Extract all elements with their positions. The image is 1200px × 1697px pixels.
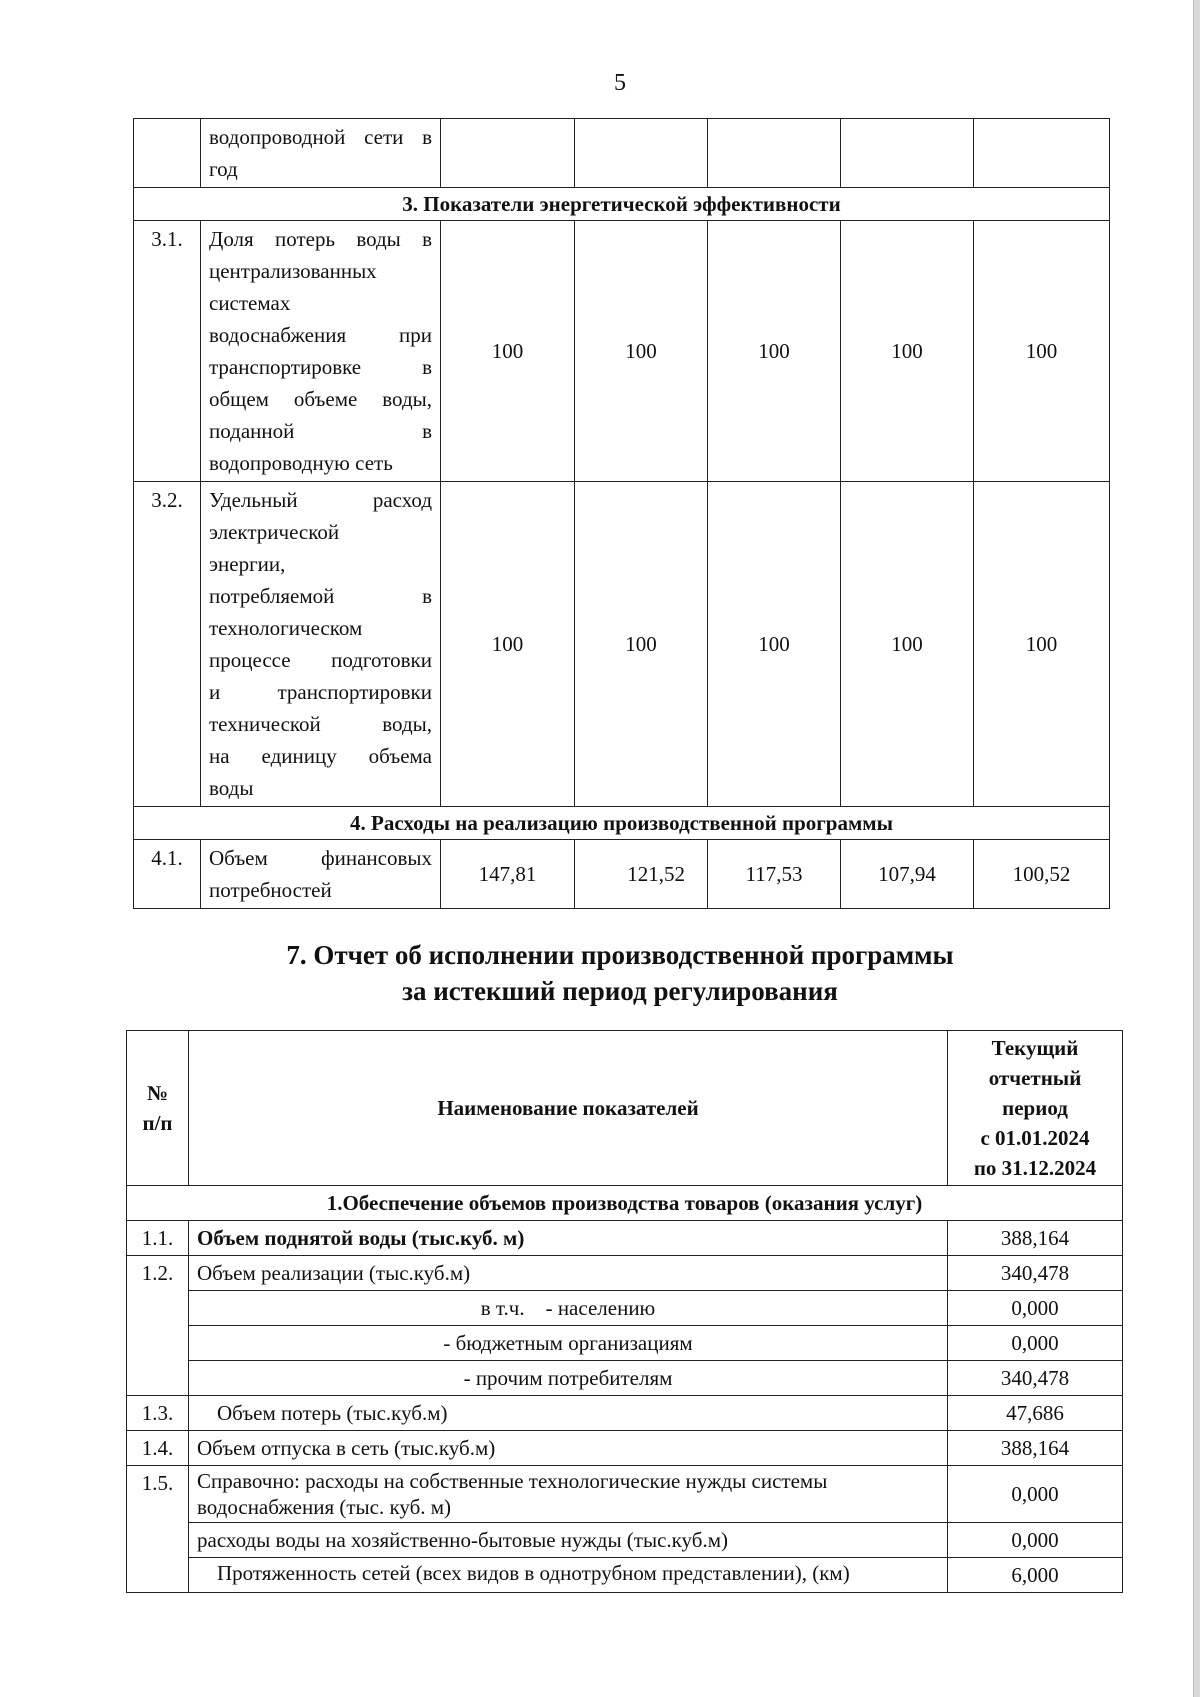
value-cell: 100,52 (974, 840, 1110, 909)
indicator-name: Объем финансовых потребностей (201, 840, 441, 909)
value-cell: 100 (841, 221, 974, 482)
table-row (127, 1396, 1123, 1431)
value-cell: 117,53 (708, 840, 841, 909)
table-row (134, 221, 1110, 482)
indicator-name: Протяженность сетей (всех видов в однотрубном представлении), (км) (189, 1558, 948, 1593)
header-period: Текущий отчетный период с 01.01.2024 по 31.12.2024 (948, 1031, 1123, 1186)
row-number: 1.5. (127, 1466, 189, 1593)
value-cell: 0,000 (948, 1523, 1123, 1558)
table-row (127, 1326, 1123, 1361)
value-cell: 147,81 (441, 840, 575, 909)
table-row (127, 1291, 1123, 1326)
indicator-name: в т.ч. - населению (189, 1291, 948, 1326)
table-row (127, 1431, 1123, 1466)
row-number-cell (134, 119, 201, 188)
row-number: 1.4. (127, 1431, 189, 1466)
value-cell: 100 (575, 482, 708, 807)
indicator-name: Удельный расход электрической энергии, потребляемой в технологическом процессе подготовки и транспортировки технической воды, на единицу объема воды (201, 482, 441, 807)
value-cell: 6,000 (948, 1558, 1123, 1593)
table-row (127, 1558, 1123, 1593)
indicator-name: Объем реализации (тыс.куб.м) (189, 1256, 948, 1291)
value-cell: 0,000 (948, 1291, 1123, 1326)
value-cell: 100 (441, 221, 575, 482)
row-number: 1.3. (127, 1396, 189, 1431)
row-number: 1.2. (127, 1256, 189, 1396)
header-number: № п/п (127, 1031, 189, 1186)
indicator-name: Объем отпуска в сеть (тыс.куб.м) (189, 1431, 948, 1466)
value-cell: 388,164 (948, 1431, 1123, 1466)
table-row (127, 1221, 1123, 1256)
section-title: 4. Расходы на реализацию производственной программы (134, 807, 1110, 840)
indicator-name-cell: водопроводной сети в год (201, 119, 441, 188)
section-row (134, 188, 1110, 221)
value-cell: 100 (974, 482, 1110, 807)
value-cell: 0,000 (948, 1326, 1123, 1361)
header-name: Наименование показателей (189, 1031, 948, 1186)
indicator-name: Доля потерь воды в централизованных системах водоснабжения при транспортировке в общем объеме воды, поданной в водопроводную сеть (201, 221, 441, 482)
table-row (127, 1361, 1123, 1396)
section-row (127, 1186, 1123, 1221)
value-cell: 340,478 (948, 1361, 1123, 1396)
page-edge (1193, 0, 1200, 1697)
header-row (127, 1031, 1123, 1186)
section-row (134, 807, 1110, 840)
table-row (127, 1523, 1123, 1558)
value-cell: 100 (708, 482, 841, 807)
section7-title: 7. Отчет об исполнении производственной программы (286, 940, 954, 970)
indicator-name: Объем поднятой воды (тыс.куб. м) (189, 1221, 948, 1256)
indicator-name: Справочно: расходы на собственные технологические нужды системы водоснабжения (тыс. куб. м) (189, 1466, 948, 1523)
section-title: 1.Обеспечение объемов производства товаров (оказания услуг) (127, 1186, 1123, 1221)
row-number: 4.1. (134, 840, 201, 909)
value-cell: 100 (974, 221, 1110, 482)
row-number: 1.1. (127, 1221, 189, 1256)
value-cell: 100 (841, 482, 974, 807)
indicator-name: - бюджетным организациям (189, 1326, 948, 1361)
value-cell: 121,52 (575, 840, 708, 909)
table-row (134, 840, 1110, 909)
value-cell: 340,478 (948, 1256, 1123, 1291)
indicator-name: Объем потерь (тыс.куб.м) (189, 1396, 948, 1431)
value-cell: 100 (441, 482, 575, 807)
section-title: 3. Показатели энергетической эффективности (134, 188, 1110, 221)
table-row (127, 1256, 1123, 1291)
energy-efficiency-table (133, 118, 1110, 909)
value-cell: 388,164 (948, 1221, 1123, 1256)
row-number: 3.1. (134, 221, 201, 482)
value-cell: 100 (575, 221, 708, 482)
page-number: 5 (614, 70, 626, 96)
value-cell: 100 (708, 221, 841, 482)
program-report-table (126, 1030, 1123, 1593)
table-row (127, 1466, 1123, 1523)
row-number: 3.2. (134, 482, 201, 807)
table-row (134, 119, 1110, 188)
value-cell: 0,000 (948, 1466, 1123, 1523)
indicator-name: расходы воды на хозяйственно-бытовые нужды (тыс.куб.м) (189, 1523, 948, 1558)
value-cell: 47,686 (948, 1396, 1123, 1431)
table-row (134, 482, 1110, 807)
indicator-name: - прочим потребителям (189, 1361, 948, 1396)
section7-subtitle: за истекший период регулирования (402, 976, 838, 1006)
value-cell: 107,94 (841, 840, 974, 909)
